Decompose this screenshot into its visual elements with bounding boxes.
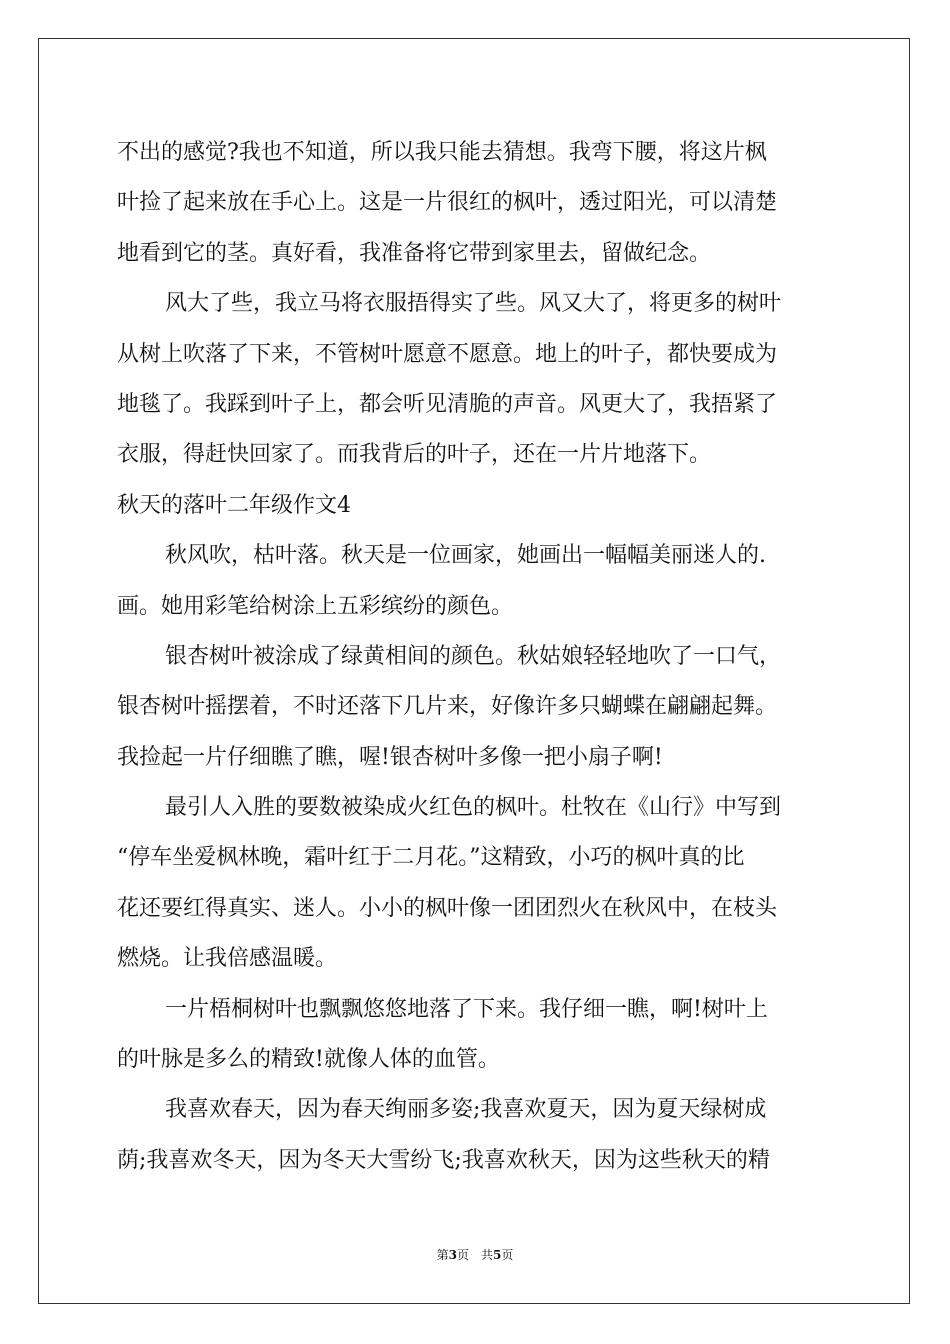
- footer-middle: 页 共: [456, 1248, 493, 1262]
- section-title: 秋天的落叶二年级作文4: [117, 492, 351, 518]
- text-line: 我捡起一片仔细瞧了瞧，喔!银杏树叶多像一把小扇子啊!: [117, 744, 663, 770]
- paragraph-start: 银杏树叶被涂成了绿黄相间的颜色。秋姑娘轻轻地吹了一口气，: [165, 643, 782, 669]
- footer-suffix: 页: [501, 1248, 514, 1262]
- text-line: 的叶脉是多么的精致!就像人体的血管。: [117, 1047, 500, 1073]
- document-body: [117, 128, 833, 1186]
- paragraph-start: 一片梧桐树叶也飘飘悠悠地落了下来。我仔细一瞧，啊!树叶上: [165, 996, 768, 1022]
- text-line: 燃烧。让我倍感温暖。: [117, 946, 338, 972]
- text-line: 画。她用彩笔给树涂上五彩缤纷的颜色。: [117, 593, 514, 619]
- text-line: 荫;我喜欢冬天，因为冬天大雪纷飞;我喜欢秋天，因为这些秋天的精: [117, 1147, 770, 1173]
- page-footer: [0, 1246, 950, 1263]
- paragraph-start: 我喜欢春天，因为春天绚丽多姿;我喜欢夏天，因为夏天绿树成: [165, 1097, 767, 1123]
- text-line: “停车坐爱枫林晚，霜叶红于二月花。”这精致，小巧的枫叶真的比: [117, 845, 745, 871]
- paragraph-start: 风大了些，我立马将衣服捂得实了些。风又大了，将更多的树叶: [165, 291, 782, 317]
- total-page-count: 5: [493, 1248, 502, 1262]
- text-line: 地看到它的茎。真好看，我准备将它带到家里去，留做纪念。: [117, 240, 712, 266]
- text-line: 不出的感觉?我也不知道，所以我只能去猜想。我弯下腰，将这片枫: [117, 140, 767, 165]
- text-line: 银杏树叶摇摆着，不时还落下几片来，好像许多只蝴蝶在翩翩起舞。: [117, 694, 778, 720]
- text-line: 从树上吹落了下来，不管树叶愿意不愿意。地上的叶子，都快要成为: [117, 341, 778, 367]
- text-line: 花还要红得真实、迷人。小小的枫叶像一团团烈火在秋风中，在枝头: [117, 895, 778, 921]
- paragraph-start: 秋风吹，枯叶落。秋天是一位画家，她画出一幅幅美丽迷人的.: [165, 543, 766, 569]
- footer-prefix: 第: [436, 1248, 449, 1262]
- text-line: 衣服，得赶快回家了。而我背后的叶子，还在一片片地落下。: [117, 442, 712, 468]
- paragraph-start: 最引人入胜的要数被染成火红色的枫叶。杜牧在《山行》中写到: [165, 795, 782, 821]
- text-line: 叶捡了起来放在手心上。这是一片很红的枫叶，透过阳光，可以清楚: [117, 190, 778, 216]
- text-line: 地毯了。我踩到叶子上，都会听见清脆的声音。风更大了，我捂紧了: [117, 391, 778, 417]
- current-page-number: 3: [448, 1248, 457, 1262]
